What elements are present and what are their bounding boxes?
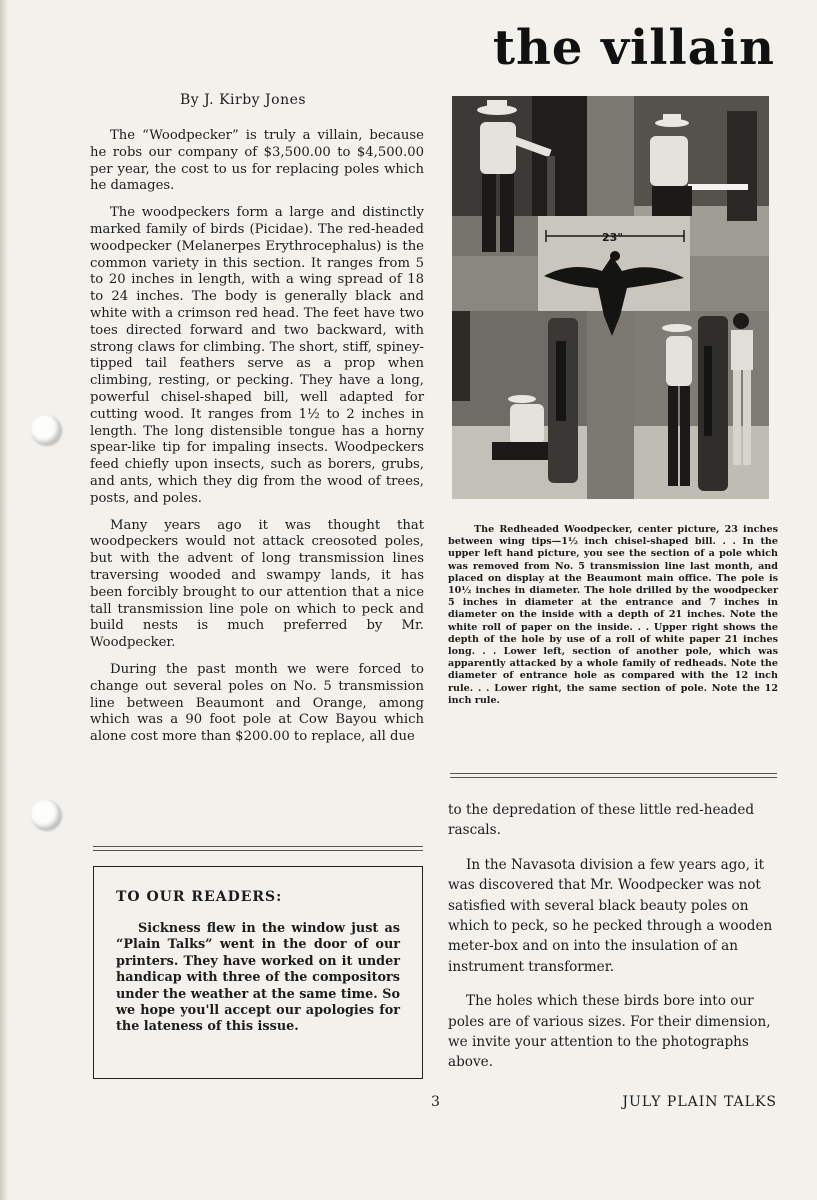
paragraph-history: Many years ago it was thought that woodpeckers would not attack creosoted poles, but with the advent of long transmission lines traversing wooded and swampy lands, it has been forcibly brought to our attention that a nice tall transmission line pole on which to peck and build nests is much preferred by Mr. Woodpecker. xyxy=(90,517,424,651)
readers-heading: TO OUR READERS: xyxy=(116,889,283,905)
photo-collage xyxy=(452,96,769,499)
paragraph-description: The woodpeckers form a large and distinctly marked family of birds (Picidae). The red-headed woodpecker (Melanerpes Erythrocephalus) is the common variety in this section. It ranges from 5 to 20 inches in length, with a wing spread of 18 to 24 inches. The body is generally black and white with a crimson red head. The feet have two toes directed forward and two backward, with strong claws for climbing. The short, stiff, spiney-tipped tail feathers serve as a prop when climbing, resting, or pecking. They have a long, powerful chisel-shaped bill, well adapted for cutting wood. It ranges from 1½ to 2 inches in length. The long distensible tongue has a horny spear-like tip for impaling insects. Woodpeckers feed chiefly upon insects, such as borers, grubs, and ants, which they dig from the wood of trees, posts, and poles. xyxy=(90,205,424,506)
paragraph-intro: The “Woodpecker” is truly a villain, because he robs our company of $3,500.00 to $4,500.00 per year, the cost to us for replacing poles which he damages. xyxy=(90,128,424,194)
photo-lower-right xyxy=(634,311,769,499)
left-column xyxy=(90,128,424,756)
left-divider-rule xyxy=(93,846,423,851)
binder-hole-lower xyxy=(31,800,61,830)
page-title: the villain xyxy=(492,20,775,76)
paragraph-continuation: to the depredation of these little red-headed rascals. xyxy=(448,802,755,839)
photo-caption: The Redheaded Woodpecker, center picture, 23 inches between wing tips—1½ inch chisel-shaped bill. . . In the upper left hand picture, you see the section of a pole which was removed from No. 5 transmission line last month, and placed on display at the Beaumont main office. The pole is 10½ inches in diameter. The hole drilled by the woodpecker 5 inches in diameter at the entrance and 7 inches in diameter on the inside with a depth of 21 inches. Note the white roll of paper on the inside. . . Upper right shows the depth of the hole by use of a roll of white paper 21 inches long. . . Lower left, section of another pole, which was apparently attacked by a whole family of redheads. Note the diameter of entrance hole as compared with the 12 inch rule. . . Lower right, the same section of pole. Note the 12 inch rule. xyxy=(448,524,778,706)
paragraph-past-month: During the past month we were forced to change out several poles on No. 5 transmission line between Beaumont and Orange, among which was a 90 foot pole at Cow Bayou which alone cost more than $200.00 to replace, all due xyxy=(90,661,424,745)
readers-notice-box xyxy=(93,866,423,1079)
paragraph-navasota: In the Navasota division a few years ago, it was discovered that Mr. Woodpecker was not satisfied with several black beauty poles on which to peck, so he pecked through a wooden meter-box and on into the insulation of an instrument transformer. xyxy=(448,856,773,975)
photo-lower-left xyxy=(452,311,587,499)
right-divider-rule xyxy=(450,773,777,778)
paragraph-holes: The holes which these birds bore into our poles are of various sizes. For their dimension, we invite your attention to the photographs above. xyxy=(448,993,771,1071)
byline: By J. Kirby Jones xyxy=(180,92,307,108)
binder-hole-upper xyxy=(31,415,61,445)
page-binding-edge xyxy=(0,0,8,1200)
page-number: 3 xyxy=(431,1094,440,1110)
measure-label: 23" xyxy=(602,231,624,244)
readers-body: Sickness flew in the window just as “Plain Talks” went in the door of our printers. They have worked on it under handicap with three of the compositors under the weather at the same time. So we hope you'll accept our apologies for the lateness of this issue. xyxy=(116,921,400,1035)
magazine-footer: JULY PLAIN TALKS xyxy=(622,1094,777,1110)
right-column xyxy=(448,800,778,1087)
